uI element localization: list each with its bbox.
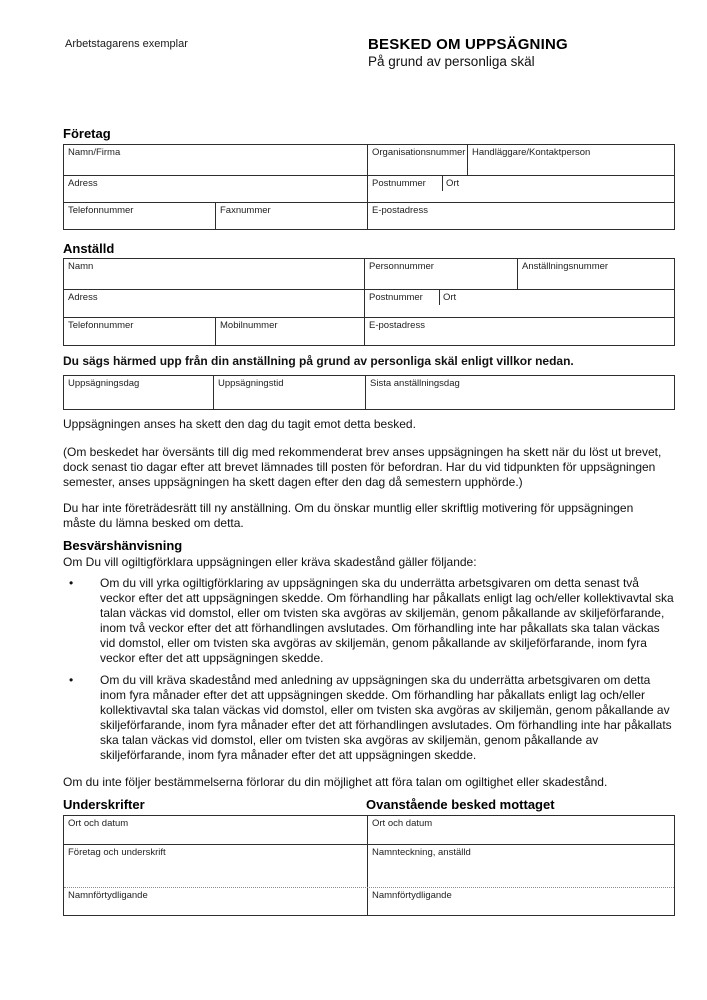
employee-name-label: Namn: [68, 261, 94, 272]
employee-address-label: Adress: [68, 292, 98, 303]
employee-postal-code-field[interactable]: [364, 290, 439, 317]
company-table: [63, 144, 675, 230]
employee-phone-field[interactable]: [64, 318, 215, 345]
appeal-bullet-item: [63, 576, 675, 666]
employee-city-label: Ort: [443, 292, 457, 303]
paragraph-received: Uppsägningen anses ha skett den dag du tagit emot detta besked.: [63, 417, 416, 431]
company-org-number-label: Organisationsnummer: [372, 147, 466, 158]
termination-terms-table: [63, 375, 675, 410]
employee-name-clarification-label: Namnförtydligande: [372, 890, 452, 901]
employee-date-label: Ort och datum: [372, 818, 433, 829]
employee-mobile-label: Mobilnummer: [220, 320, 278, 331]
employee-section-heading: Anställd: [63, 241, 115, 256]
notice-date-label: Uppsägningsdag: [68, 378, 140, 389]
employee-email-label: E-postadress: [369, 320, 425, 331]
signature-row-name-clarification: [64, 887, 674, 915]
employee-name-field[interactable]: [64, 259, 364, 289]
company-fax-label: Faxnummer: [220, 205, 271, 216]
signatures-heading: Underskrifter: [63, 797, 145, 812]
company-name-field[interactable]: [64, 145, 367, 175]
employee-employment-number-field[interactable]: [517, 259, 674, 289]
employee-name-clarification-field[interactable]: [367, 888, 674, 915]
signature-table: [63, 815, 675, 916]
employee-email-field[interactable]: [364, 318, 674, 345]
notice-period-label: Uppsägningstid: [218, 378, 284, 389]
signature-headings: [63, 797, 675, 812]
last-employment-day-label: Sista anställningsdag: [370, 378, 460, 389]
appeal-bullet-text-2: Om du vill kräva skadestånd med anledning av uppsägningen ska du underrätta arbetsgivaren om detta inom fyra månader efter det att uppsägningen skedde. Om förhandling har påkallats enligt lag och/eller kollektivavtal ska talan väckas vid domstol, eller om tvisten ska avgöras av skiljemän, genom påkallande av skiljeförfarande, inom fyra månader efter det att förhandlingen avslutades. Om förhandling inte har påkallats ska talan väckas vid domstol, eller om tvisten ska avgöras av skiljemän, genom påkallande av skiljeförfarande, inom fyra månader efter det att uppsägningen skedde.: [100, 673, 672, 762]
company-address-label: Adress: [68, 178, 98, 189]
title-block: [368, 36, 568, 69]
employee-date-field[interactable]: [367, 816, 674, 844]
notice-received-heading: Ovanstående besked mottaget: [366, 797, 555, 812]
employer-signature-label: Företag och underskrift: [68, 847, 166, 858]
bullet-icon: •: [69, 673, 74, 687]
appeal-intro: Om Du vill ogiltigförklara uppsägningen eller kräva skadestånd gäller följande:: [63, 555, 477, 569]
employer-name-clarification-label: Namnförtydligande: [68, 890, 148, 901]
employee-signature-field[interactable]: [367, 845, 674, 887]
employee-postal-code-label: Postnummer: [369, 292, 423, 303]
company-city-field[interactable]: [442, 176, 674, 202]
appeal-bullet-list: [63, 576, 675, 790]
company-row-2: [64, 175, 674, 202]
notice-period-field[interactable]: [213, 376, 365, 409]
company-postal-code-label: Postnummer: [372, 178, 426, 189]
company-row-1: [64, 145, 674, 175]
last-employment-day-field[interactable]: [365, 376, 674, 409]
company-fax-field[interactable]: [215, 203, 367, 229]
company-email-field[interactable]: [367, 203, 674, 229]
employee-row-1: [64, 259, 674, 289]
notice-date-field[interactable]: [64, 376, 213, 409]
employee-row-3: [64, 317, 674, 345]
paragraph-no-priority: Du har inte företrädesrätt till ny anställning. Om du önskar muntlig eller skriftlig motivering för uppsägningen måste du lämna besked om detta.: [63, 501, 634, 530]
company-row-3: [64, 202, 674, 229]
employer-date-field[interactable]: [64, 816, 367, 844]
employer-date-label: Ort och datum: [68, 818, 129, 829]
appeal-bullet-item: [63, 673, 675, 763]
paragraph-registered-mail: (Om beskedet har översänts till dig med rekommenderat brev anses uppsägningen ha skett när du löst ut brevet, dock senast tio dagar efter att brevet lämnades till posten för befordran. Har du vid tidpunkten för uppsägningen semester, anses uppsägningen ha skett dagen efter den dag då semestern upphörde.): [63, 445, 662, 489]
employee-table: [63, 258, 675, 346]
employee-personal-number-field[interactable]: [364, 259, 517, 289]
termination-statement: Du sägs härmed upp från din anställning på grund av personliga skäl enligt villkor nedan.: [63, 354, 574, 368]
document-title: BESKED OM UPPSÄGNING: [368, 36, 568, 53]
company-city-label: Ort: [446, 178, 460, 189]
company-email-label: E-postadress: [372, 205, 428, 216]
company-org-number-field[interactable]: [367, 145, 467, 175]
company-phone-field[interactable]: [64, 203, 215, 229]
employee-city-field[interactable]: [439, 290, 674, 317]
company-postal-code-field[interactable]: [367, 176, 442, 202]
company-contact-field[interactable]: [467, 145, 674, 175]
signature-row-date: [64, 816, 674, 844]
employee-signature-label: Namnteckning, anställd: [372, 847, 471, 858]
appeal-bullet-text-1: Om du vill yrka ogiltigförklaring av uppsägningen ska du underrätta arbetsgivaren om detta senast två veckor efter det att uppsägningen skedde. Om förhandling har påkallats enligt lag och/eller kollektivavtal ska talan väckas vid domstol, eller om tvisten ska avgöras av skiljemän, genom påkallande av skiljeförfarande, inom två veckor efter det att förhandlingen avslutades. Om förhandling inte har påkallats ska talan väckas vid domstol, eller om tvisten ska avgöras av skiljemän, genom påkallande av skiljeförfarande, inom fyra veckor efter det att uppsägningen skedde.: [100, 576, 674, 665]
company-phone-label: Telefonnummer: [68, 205, 134, 216]
employee-row-2: [64, 289, 674, 317]
employee-employment-number-label: Anställningsnummer: [522, 261, 609, 272]
employee-phone-label: Telefonnummer: [68, 320, 134, 331]
appeal-section-heading: Besvärshänvisning: [63, 538, 183, 553]
company-address-field[interactable]: [64, 176, 367, 202]
signature-row-signature: [64, 844, 674, 887]
employer-name-clarification-field[interactable]: [64, 888, 367, 915]
appeal-warning: Om du inte följer bestämmelserna förlorar du din möjlighet att föra talan om ogiltighet eller skadestånd.: [63, 775, 608, 789]
copy-label: Arbetstagarens exemplar: [65, 38, 188, 50]
employee-address-field[interactable]: [64, 290, 364, 317]
bullet-icon: •: [69, 576, 74, 590]
document-subtitle: På grund av personliga skäl: [368, 54, 535, 69]
employer-signature-field[interactable]: [64, 845, 367, 887]
employee-mobile-field[interactable]: [215, 318, 364, 345]
company-section-heading: Företag: [63, 126, 111, 141]
termination-terms-row: [64, 376, 674, 409]
employee-personal-number-label: Personnummer: [369, 261, 434, 272]
company-contact-label: Handläggare/Kontaktperson: [472, 147, 591, 158]
company-name-label: Namn/Firma: [68, 147, 121, 158]
